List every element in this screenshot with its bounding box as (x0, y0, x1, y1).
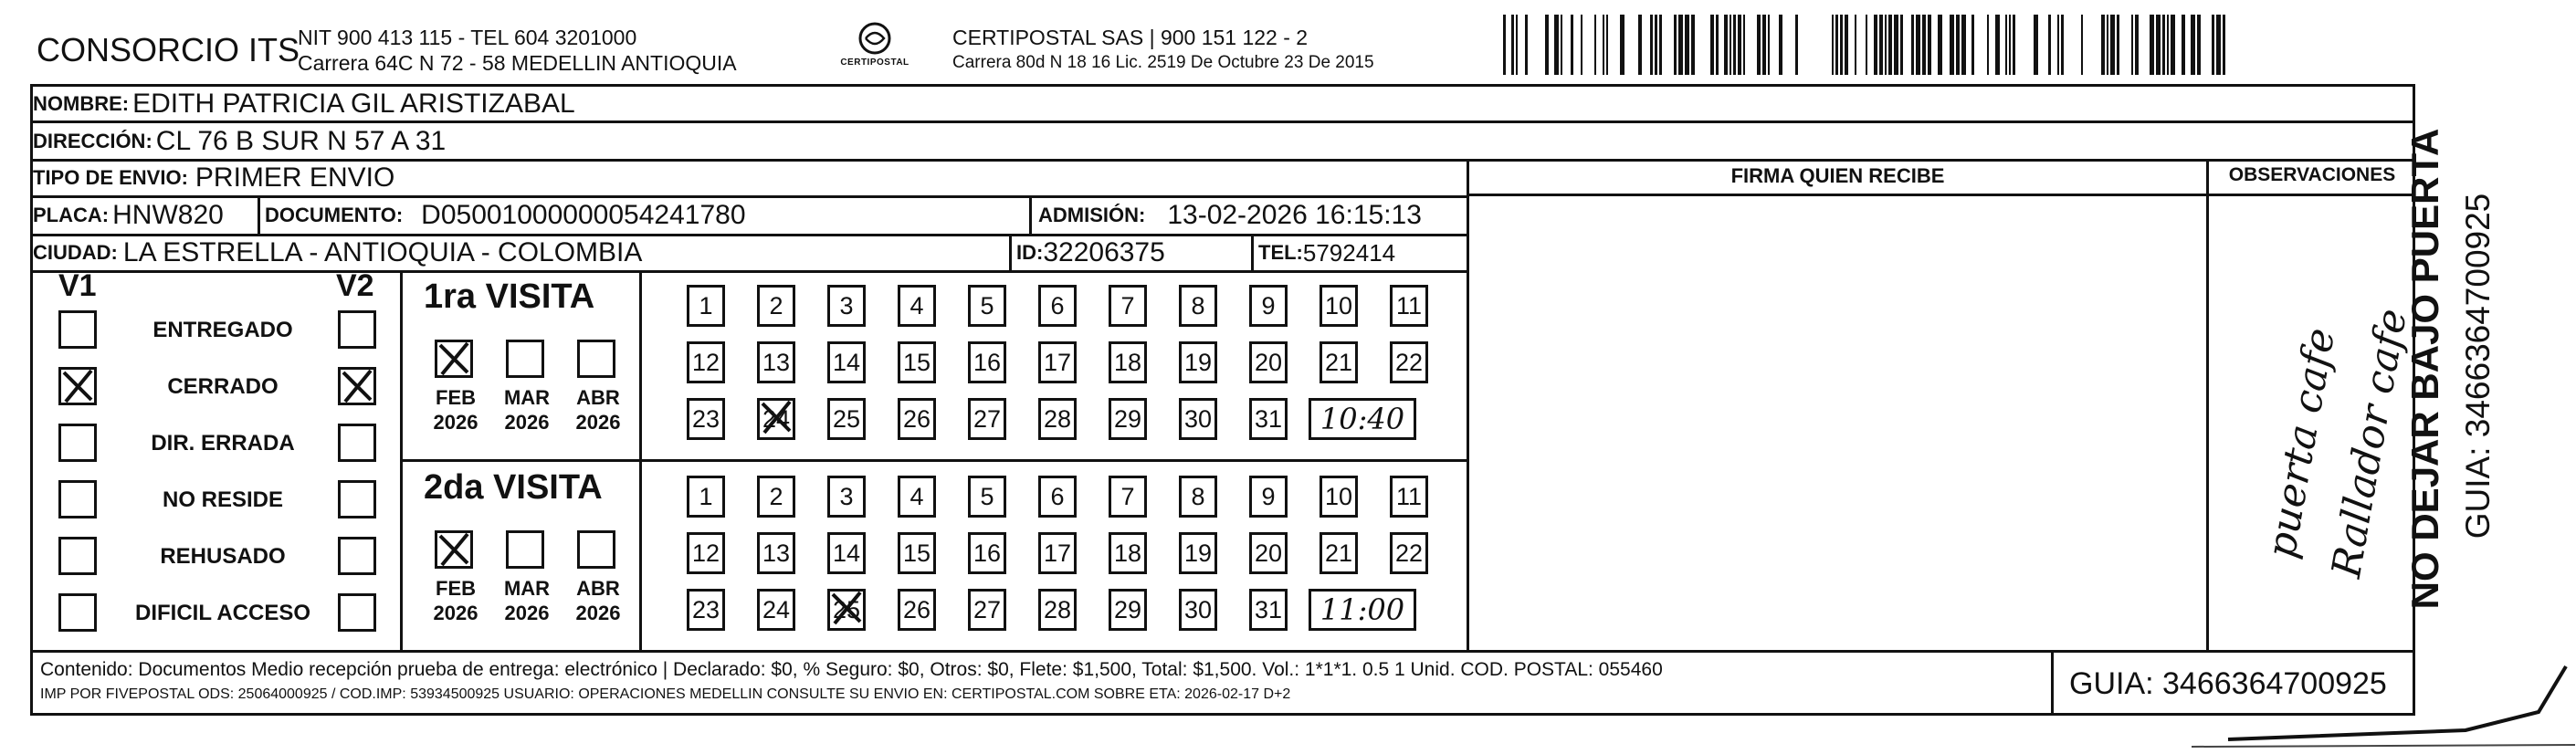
month-label (497, 385, 557, 435)
day-box[interactable]: 25 (827, 589, 866, 631)
rule (1251, 234, 1254, 270)
barcode-bar (1879, 15, 1883, 75)
field-label: DOCUMENTO: (265, 204, 404, 226)
x-mark-icon (58, 367, 97, 405)
footer-print-info: IMP POR FIVEPOSTAL ODS: 25064000925 / COD.IMP: 53934500925 USUARIO: OPERACIONES MEDELLIN CONSULTE SU ENVIO EN: CERTIPOSTAL.COM SOBRE ETA: 2026-02-17 D+2 (40, 686, 1291, 702)
month-year: 2026 (504, 602, 550, 624)
barcode-bar (1659, 15, 1662, 75)
day-box[interactable]: 21 (1320, 532, 1358, 574)
day-box[interactable]: 12 (687, 532, 725, 574)
observation-handwriting-1: puerta cafe (2257, 324, 2345, 562)
day-box[interactable]: 29 (1109, 398, 1147, 440)
barcode-bar (1855, 15, 1856, 75)
no-dejar-warning: NO DEJAR BAJO PUERTA (2403, 128, 2446, 610)
day-box[interactable]: 4 (898, 285, 936, 327)
barcode-bar (1956, 15, 1960, 75)
barcode-bar (1922, 15, 1926, 75)
rule (2206, 159, 2209, 650)
barcode-bar (1768, 15, 1770, 75)
x-mark-icon (435, 530, 473, 569)
carrier-license: Carrera 80d N 18 16 Lic. 2519 De Octubre 23 De 2015 (952, 53, 1374, 72)
barcode-bar (2212, 15, 2214, 75)
visit-time-box[interactable] (1309, 589, 1416, 631)
status-checkbox-v1[interactable] (58, 367, 97, 405)
barcode-bar (1571, 15, 1573, 75)
day-box[interactable]: 19 (1179, 341, 1217, 383)
field-admision (1038, 198, 1422, 233)
day-box[interactable]: 23 (687, 589, 725, 631)
barcode-bar (1961, 15, 1966, 75)
day-box[interactable]: 20 (1249, 341, 1288, 383)
field-label: CIUDAD: (33, 241, 118, 264)
torn-edge (2192, 630, 2576, 754)
barcode-bar (1866, 15, 1867, 75)
rule (400, 459, 1469, 462)
barcode-bar (1525, 15, 1528, 75)
status-checkbox-v1[interactable] (58, 424, 97, 462)
status-label: REHUSADO (160, 544, 286, 569)
barcode-bar (1691, 15, 1695, 75)
day-box[interactable]: 7 (1109, 476, 1147, 518)
company-name: CONSORCIO ITS (37, 31, 300, 68)
city: LA ESTRELLA - ANTIOQUIA - COLOMBIA (122, 237, 643, 267)
barcode-bar (1716, 15, 1719, 75)
barcode-bar (1674, 15, 1677, 75)
barcode-bar (1738, 15, 1741, 75)
month-checkbox[interactable] (506, 530, 544, 569)
day-box[interactable]: 6 (1038, 285, 1077, 327)
status-checkbox-v1[interactable] (58, 310, 97, 349)
day-box[interactable]: 16 (968, 341, 1006, 383)
month-label (568, 576, 628, 625)
visit-time-box[interactable] (1309, 398, 1416, 440)
barcode-bar (2156, 15, 2161, 75)
barcode-bar (1845, 15, 1848, 75)
barcode-bar (1987, 15, 1989, 75)
status-checkbox-v1[interactable] (58, 593, 97, 632)
barcode-bar (2061, 15, 2064, 75)
month-checkbox[interactable] (577, 530, 615, 569)
barcode-bar (1757, 15, 1761, 75)
barcode-bar (2048, 15, 2051, 75)
day-box[interactable]: 10 (1320, 476, 1358, 518)
document-number: D05001000000054241780 (421, 200, 746, 230)
rule (1029, 195, 1032, 234)
barcode-bar (1655, 15, 1657, 75)
month-label (497, 576, 557, 625)
day-box[interactable]: 26 (898, 589, 936, 631)
barcode-bar (1894, 15, 1898, 75)
company-address: Carrera 64C N 72 - 58 MEDELLIN ANTIOQUIA (298, 51, 737, 75)
day-box[interactable]: 2 (757, 285, 795, 327)
day-box[interactable]: 1 (687, 476, 725, 518)
day-box[interactable]: 28 (1038, 589, 1077, 631)
observations-header: OBSERVACIONES (2228, 164, 2396, 185)
barcode-bar (2034, 15, 2038, 75)
x-mark-icon (757, 398, 795, 436)
barcode-bar (1743, 15, 1745, 75)
month-checkbox[interactable] (506, 340, 544, 378)
barcode-bar (1835, 15, 1838, 75)
x-mark-icon (338, 367, 376, 405)
barcode-bar (1710, 15, 1714, 75)
barcode-bar (1620, 15, 1624, 75)
barcode-bar (2009, 15, 2011, 75)
day-box[interactable]: 19 (1179, 532, 1217, 574)
side-guia: GUIA: 3466364700925 (2459, 193, 2497, 539)
barcode-bar (2162, 15, 2165, 75)
status-checkbox-v1[interactable] (58, 480, 97, 518)
barcode-bar (2171, 15, 2175, 75)
second-visit-title: 2da VISITA (424, 468, 603, 507)
day-box[interactable]: 5 (968, 285, 1006, 327)
day-box[interactable]: 15 (898, 532, 936, 574)
status-checkbox-v2[interactable] (338, 537, 376, 575)
day-box[interactable]: 31 (1249, 589, 1288, 631)
recipient-id: 32206375 (1043, 237, 1165, 267)
field-tipo-envio (33, 161, 394, 195)
status-checkbox-v2[interactable] (338, 310, 376, 349)
month-checkbox[interactable] (435, 530, 473, 569)
month-name: ABR (576, 386, 620, 409)
day-box[interactable]: 10 (1320, 285, 1358, 327)
barcode-bar (1638, 15, 1642, 75)
barcode-bar (2117, 15, 2119, 75)
day-box[interactable]: 21 (1320, 341, 1358, 383)
day-box[interactable]: 28 (1038, 398, 1077, 440)
field-id (1016, 236, 1165, 270)
barcode-bar (1779, 15, 1782, 75)
company-nit: NIT 900 413 115 - TEL 604 3201000 (298, 26, 637, 49)
first-visit-title: 1ra VISITA (424, 278, 595, 316)
plate: HNW820 (112, 200, 224, 230)
barcode-bar (1685, 15, 1689, 75)
month-label (568, 385, 628, 435)
barcode-bar (1594, 15, 1596, 75)
barcode-bar (1840, 15, 1843, 75)
barcode-bar (1971, 15, 1974, 75)
barcode-bar (2197, 15, 2201, 75)
status-label: ENTREGADO (152, 318, 293, 342)
barcode-bar (1561, 15, 1562, 75)
field-label: ADMISIÓN: (1038, 204, 1146, 226)
day-box[interactable]: 8 (1179, 476, 1217, 518)
day-box[interactable]: 24 (757, 398, 795, 440)
day-box[interactable]: 3 (827, 476, 866, 518)
day-box[interactable]: 15 (898, 341, 936, 383)
barcode-bar (2107, 15, 2108, 75)
recipient-address: CL 76 B SUR N 57 A 31 (155, 126, 447, 156)
day-box[interactable]: 17 (1038, 341, 1077, 383)
month-checkbox[interactable] (577, 340, 615, 378)
barcode-bar (2182, 15, 2185, 75)
rule (30, 270, 1469, 273)
rule (1467, 194, 2415, 196)
rule (1467, 159, 1469, 650)
v1-label: V1 (58, 268, 97, 303)
barcode-bar (1938, 15, 1942, 75)
barcode-bar (2013, 15, 2015, 75)
day-box[interactable]: 14 (827, 532, 866, 574)
status-checkbox-v2[interactable] (338, 367, 376, 405)
barcode-bar (1581, 15, 1582, 75)
day-box[interactable]: 7 (1109, 285, 1147, 327)
x-mark-icon (827, 589, 866, 627)
month-year: 2026 (575, 411, 621, 434)
barcode-bar (1928, 15, 1931, 75)
barcode-bar (1678, 15, 1683, 75)
field-tel (1258, 236, 1395, 270)
day-box[interactable]: 12 (687, 341, 725, 383)
barcode-bar (2216, 15, 2221, 75)
barcode-bar (1995, 15, 2000, 75)
month-year: 2026 (433, 602, 478, 624)
day-box[interactable]: 23 (687, 398, 725, 440)
status-label: CERRADO (167, 374, 279, 399)
month-label (426, 576, 486, 625)
shipment-type: PRIMER ENVIO (195, 162, 395, 193)
field-label: DIRECCIÓN: (33, 130, 152, 152)
day-box[interactable]: 31 (1249, 398, 1288, 440)
barcode-bar (2223, 15, 2225, 75)
month-year: 2026 (504, 411, 550, 434)
month-name: FEB (436, 386, 476, 409)
observation-handwriting-2: Rallador cafe (2323, 305, 2416, 581)
barcode-bar (2191, 15, 2195, 75)
recipient-phone: 5792414 (1302, 238, 1396, 267)
barcode-bar (1911, 15, 1914, 75)
barcode-bar (1900, 15, 1903, 75)
day-box[interactable]: 22 (1390, 532, 1428, 574)
day-box[interactable]: 11 (1390, 476, 1428, 518)
status-checkbox-v2[interactable] (338, 593, 376, 632)
day-box[interactable]: 30 (1179, 589, 1217, 631)
barcode-bar (2167, 15, 2169, 75)
barcode-bar (1516, 15, 1518, 75)
barcode-bar (2150, 15, 2154, 75)
status-checkbox-v1[interactable] (58, 537, 97, 575)
day-box[interactable]: 14 (827, 341, 866, 383)
certipostal-logo (838, 20, 911, 75)
barcode-bar (1832, 15, 1834, 75)
field-direccion (33, 124, 446, 159)
day-box[interactable]: 27 (968, 589, 1006, 631)
month-label (426, 385, 486, 435)
barcode-bar (1795, 15, 1798, 75)
month-name: MAR (503, 577, 551, 600)
month-name: FEB (436, 577, 476, 600)
admission-datetime: 13-02-2026 16:15:13 (1167, 200, 1422, 230)
rule (258, 195, 260, 234)
field-label: ID: (1016, 241, 1044, 264)
signature-header: FIRMA QUIEN RECIBE (1730, 164, 1945, 187)
day-box[interactable]: 20 (1249, 532, 1288, 574)
visit-time: 11:00 (1320, 592, 1405, 627)
day-box[interactable]: 8 (1179, 285, 1217, 327)
field-placa (33, 198, 224, 233)
barcode-bar (2005, 15, 2007, 75)
x-mark-icon (435, 340, 473, 378)
day-box[interactable]: 5 (968, 476, 1006, 518)
field-label: PLACA: (33, 204, 110, 226)
v2-label: V2 (336, 268, 374, 303)
barcode-bar (2135, 15, 2139, 75)
day-box[interactable]: 13 (757, 532, 795, 574)
barcode-bar (2131, 15, 2133, 75)
barcode-bar (2057, 15, 2059, 75)
day-box[interactable]: 29 (1109, 589, 1147, 631)
barcode-bar (2081, 15, 2083, 75)
barcode-bar (1733, 15, 1736, 75)
month-checkbox[interactable] (435, 340, 473, 378)
field-documento (265, 198, 746, 233)
field-label: TEL: (1258, 241, 1303, 264)
recipient-name: EDITH PATRICIA GIL ARISTIZABAL (132, 89, 575, 119)
rule (30, 120, 2415, 123)
barcode-bar (1730, 15, 1731, 75)
visit-time: 10:40 (1320, 402, 1405, 436)
day-box[interactable]: 30 (1179, 398, 1217, 440)
barcode-bar (1724, 15, 1728, 75)
month-year: 2026 (575, 602, 621, 624)
day-box[interactable]: 1 (687, 285, 725, 327)
status-label: NO RESIDE (162, 487, 284, 512)
day-box[interactable]: 26 (898, 398, 936, 440)
barcode-bar (2110, 15, 2115, 75)
day-box[interactable]: 18 (1109, 532, 1147, 574)
day-box[interactable]: 9 (1249, 285, 1288, 327)
barcode-bar (1885, 15, 1887, 75)
barcode-bar (1762, 15, 1766, 75)
month-year: 2026 (433, 411, 478, 434)
barcode-bar (1554, 15, 1559, 75)
footer-contents: Contenido: Documentos Medio recepción prueba de entrega: electrónico | Declarado: $0, % Seguro: $0, Otros: $0, Flete: $1,500, Total: $1,500. Vol.: 1*1*1. 0.5 1 Unid. COD. POSTAL: 055460 (40, 659, 1663, 680)
day-box[interactable]: 27 (968, 398, 1006, 440)
day-box[interactable]: 16 (968, 532, 1006, 574)
day-box[interactable]: 17 (1038, 532, 1077, 574)
barcode-bar (2101, 15, 2105, 75)
day-box[interactable]: 11 (1390, 285, 1428, 327)
day-box[interactable]: 4 (898, 476, 936, 518)
barcode-bar (1606, 15, 1608, 75)
status-label: DIR. ERRADA (151, 431, 295, 456)
field-label: NOMBRE: (33, 92, 130, 115)
barcode-bar (1874, 15, 1877, 75)
barcode-bar (1888, 15, 1892, 75)
footer-guia: GUIA: 3466364700925 (2069, 666, 2387, 701)
month-name: ABR (576, 577, 620, 600)
day-box[interactable]: 18 (1109, 341, 1147, 383)
certipostal-logo-icon (857, 20, 893, 57)
rule (1009, 234, 1012, 270)
barcode-bar (1950, 15, 1954, 75)
day-box[interactable]: 22 (1390, 341, 1428, 383)
barcode-bar (1603, 15, 1604, 75)
barcode-bar (1650, 15, 1653, 75)
logo-text: CERTIPOSTAL (840, 58, 909, 68)
field-nombre (33, 88, 575, 120)
barcode (1503, 15, 2234, 75)
day-box[interactable]: 3 (827, 285, 866, 327)
field-ciudad (33, 236, 642, 270)
barcode-bar (1503, 15, 1506, 75)
day-box[interactable]: 2 (757, 476, 795, 518)
status-checkbox-v2[interactable] (338, 424, 376, 462)
month-name: MAR (503, 386, 551, 409)
day-box[interactable]: 6 (1038, 476, 1077, 518)
day-box[interactable]: 25 (827, 398, 866, 440)
day-box[interactable]: 13 (757, 341, 795, 383)
status-checkbox-v2[interactable] (338, 480, 376, 518)
carrier-name: CERTIPOSTAL SAS | 900 151 122 - 2 (952, 26, 1309, 49)
barcode-bar (1545, 15, 1549, 75)
field-label: TIPO DE ENVIO: (33, 166, 188, 189)
status-label: DIFICIL ACCESO (134, 601, 310, 625)
day-box[interactable]: 24 (757, 589, 795, 631)
barcode-bar (1511, 15, 1514, 75)
barcode-bar (1916, 15, 1920, 75)
day-box[interactable]: 9 (1249, 476, 1288, 518)
